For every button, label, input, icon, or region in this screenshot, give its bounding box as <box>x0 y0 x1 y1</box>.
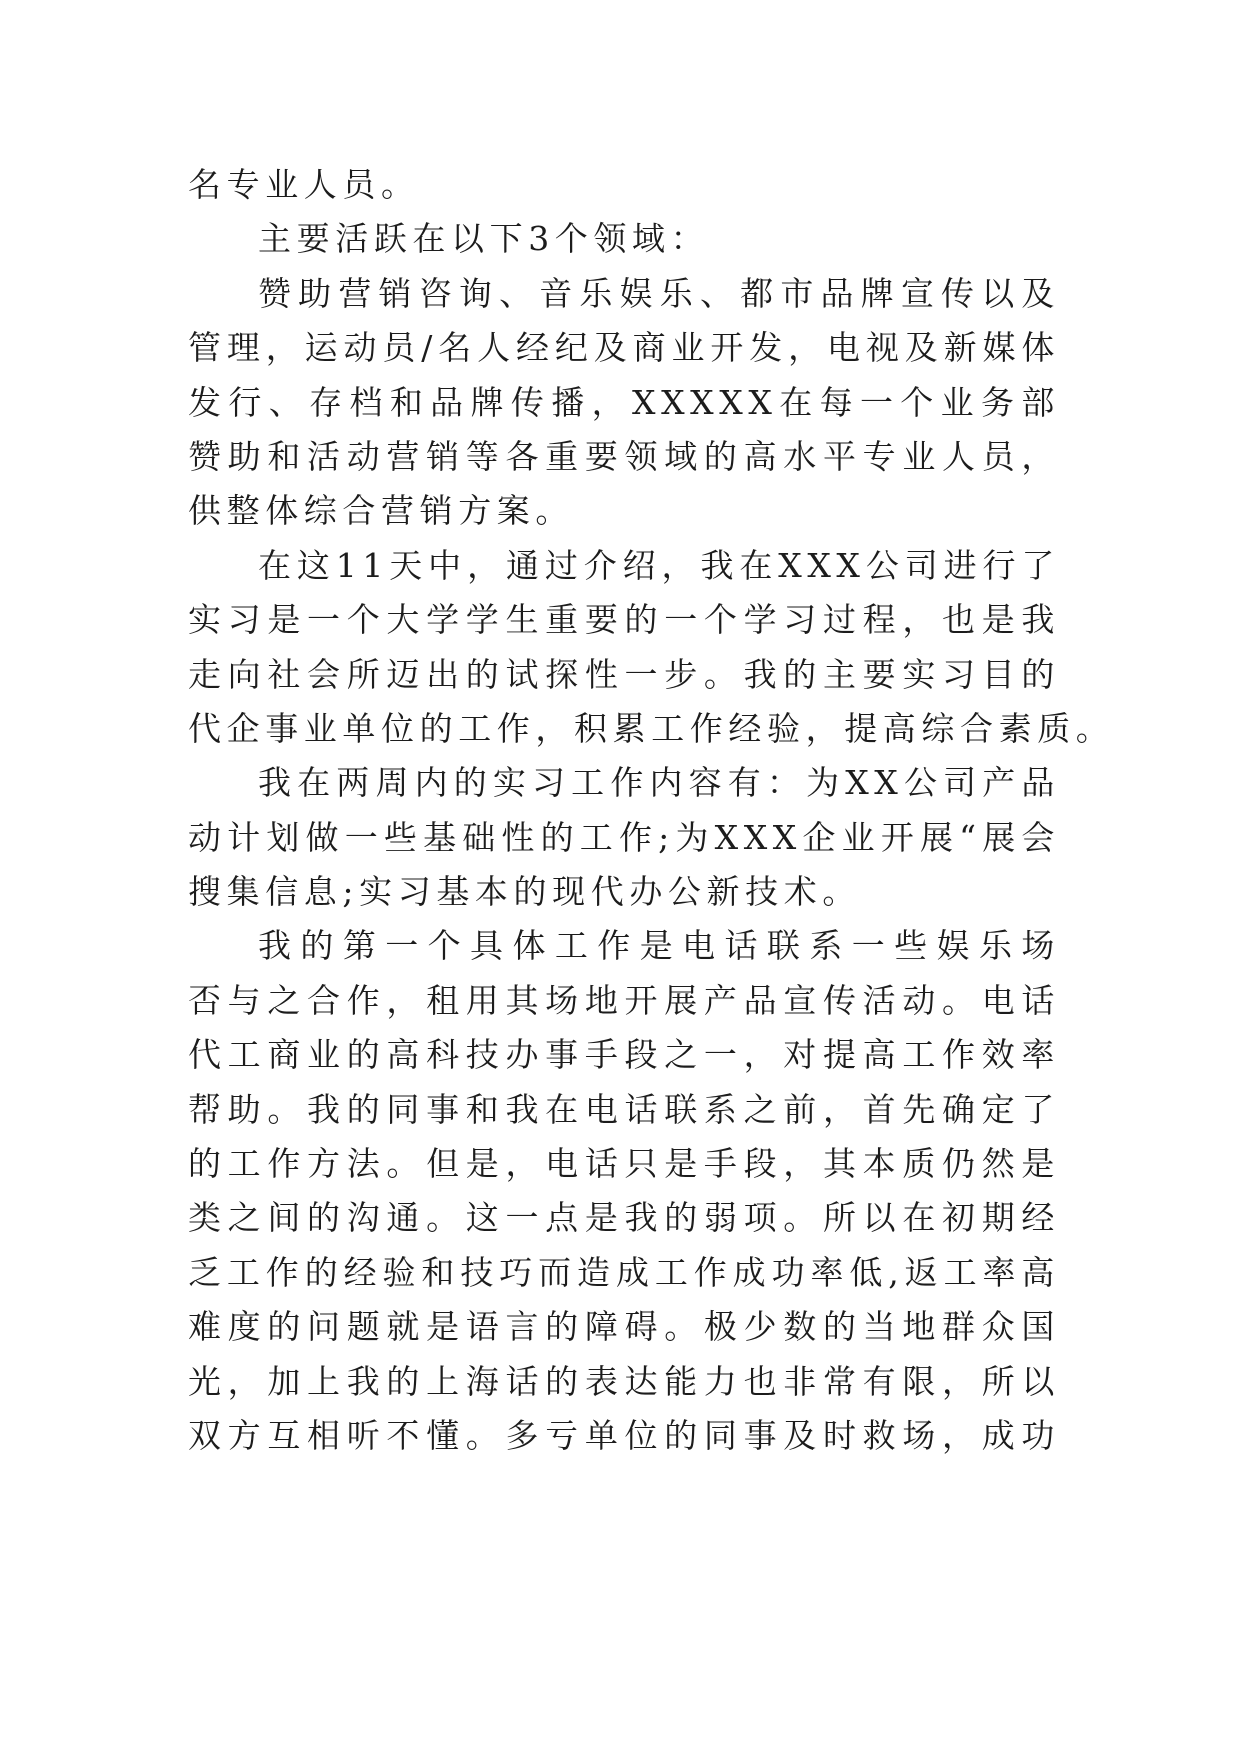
text-line: 发行、存档和品牌传播，XXXXX在每一个业务部 <box>188 382 1060 422</box>
text-line: 帮助。我的同事和我在电话联系之前，首先确定了 <box>188 1089 1060 1129</box>
text-line: 赞助营销咨询、音乐娱乐、都市品牌宣传以及 <box>258 273 1060 313</box>
text-line: 的工作方法。但是，电话只是手段，其本质仍然是 <box>188 1144 1060 1184</box>
text-line: 主要活跃在以下3个领域： <box>258 219 710 259</box>
text-line: 管理，运动员/名人经纪及商业开发，电视及新媒体 <box>188 328 1060 368</box>
text-line: 乏工作的经验和技巧而造成工作成功率低,返工率高 <box>188 1252 1060 1292</box>
text-line: 走向社会所迈出的试探性一步。我的主要实习目的 <box>188 654 1060 694</box>
text-line: 代工商业的高科技办事手段之一，对提高工作效率 <box>188 1035 1060 1075</box>
text-line: 类之间的沟通。这一点是我的弱项。所以在初期经 <box>188 1198 1060 1238</box>
text-line: 双方互相听不懂。多亏单位的同事及时救场，成功 <box>188 1415 1060 1455</box>
text-line: 供整体综合营销方案。 <box>188 491 574 531</box>
text-line: 我的第一个具体工作是电话联系一些娱乐场 <box>258 926 1060 966</box>
text-line: 搜集信息;实习基本的现代办公新技术。 <box>188 872 861 912</box>
text-line: 光，加上我的上海话的表达能力也非常有限，所以 <box>188 1361 1060 1401</box>
text-line: 赞助和活动营销等各重要领域的高水平专业人员， <box>188 436 1060 476</box>
text-line: 我在两周内的实习工作内容有：为XX公司产品 <box>258 763 1060 803</box>
text-line: 名专业人员。 <box>188 165 420 204</box>
text-line: 代企事业单位的工作，积累工作经验，提高综合素质。 <box>188 708 1115 748</box>
text-line: 在这11天中，通过介绍，我在XXX公司进行了 <box>258 545 1060 585</box>
body-text <box>188 158 1115 1463</box>
text-line: 动计划做一些基础性的工作;为XXX企业开展“展会 <box>188 817 1060 857</box>
text-line: 难度的问题就是语言的障碍。极少数的当地群众国 <box>188 1307 1060 1347</box>
text-line: 否与之合作，租用其场地开展产品宣传活动。电话 <box>188 980 1060 1020</box>
text-line: 实习是一个大学学生重要的一个学习过程，也是我 <box>188 600 1060 640</box>
